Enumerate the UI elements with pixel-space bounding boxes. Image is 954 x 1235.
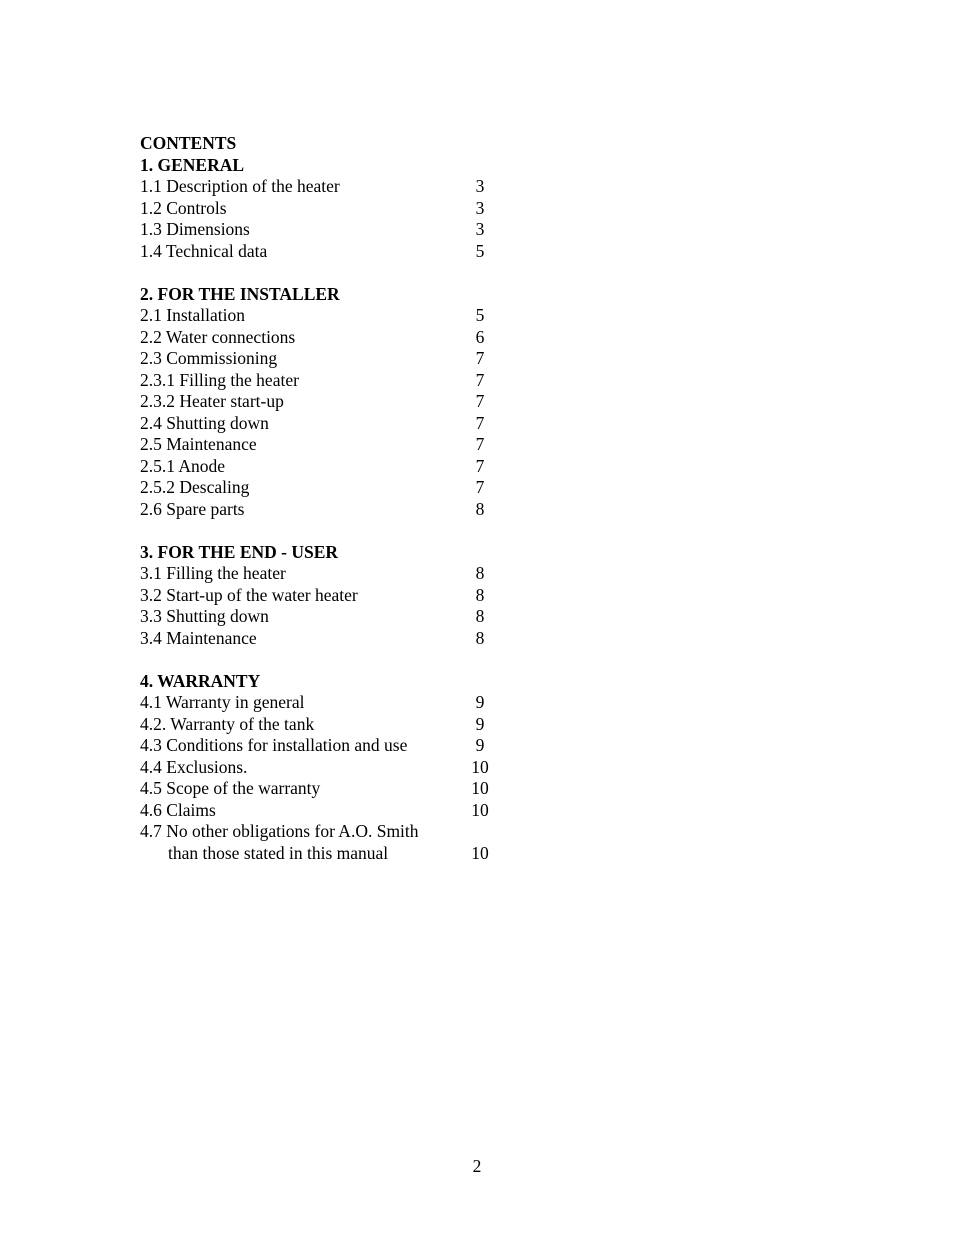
toc-entry-page: 5 [475,240,485,261]
toc-entry-label: 2.5.2 Descaling [140,477,250,497]
toc-entry-page: 7 [475,477,485,497]
toc-entry-label: 2.5.1 Anode [140,455,226,476]
toc-entry-label: 4.7 No other obligations for A.O. Smith [140,821,419,841]
toc-entry-label: 3.2 Start-up of the water heater [140,584,358,605]
toc-entry-page: 8 [475,498,485,519]
toc-entry-label: 2.4 Shutting down [140,412,269,433]
section-spacer [140,520,520,542]
toc-entry-label: 4.1 Warranty in general [140,692,305,712]
toc-entry-label: 1.3 Dimensions [140,219,250,239]
toc-entry [140,241,520,263]
table-of-contents [140,133,520,864]
toc-entry [140,628,520,650]
toc-entry [140,305,520,327]
toc-entry-page: 8 [475,563,485,583]
toc-entry-page: 7 [475,348,485,368]
toc-entry [140,456,520,478]
toc-entry [140,348,520,370]
toc-entry-page: 8 [475,627,485,648]
toc-entry [140,434,520,456]
toc-entry-page: 8 [475,606,485,626]
toc-entry-page: 10 [471,778,489,798]
toc-entry [140,219,520,241]
toc-entry [140,499,520,521]
toc-entry-label: 3.1 Filling the heater [140,563,286,583]
toc-entry [140,821,520,843]
toc-entry [140,413,520,435]
toc-entry-page: 9 [475,735,485,755]
toc-entry-page: 6 [475,326,485,347]
toc-entry-page: 7 [475,455,485,476]
section-spacer [140,262,520,284]
toc-entry-page: 10 [471,842,489,863]
section-heading-warranty: 4. WARRANTY [140,670,261,691]
toc-entry-label: 2.1 Installation [140,305,245,325]
toc-entry-label: 2.5 Maintenance [140,434,257,454]
toc-entry-page: 9 [475,713,485,734]
toc-entry-label: 2.3.2 Heater start-up [140,391,284,411]
toc-entry-page: 3 [475,176,485,196]
section-heading-end-user: 3. FOR THE END - USER [140,541,339,562]
toc-entry [140,198,520,220]
toc-entry-label: 2.2 Water connections [140,326,296,347]
toc-entry-page: 7 [475,369,485,390]
toc-entry-label: 2.3.1 Filling the heater [140,369,299,390]
contents-title: CONTENTS [140,133,237,153]
toc-entry [140,757,520,779]
toc-entry-label: 4.6 Claims [140,799,216,820]
toc-entry-label: 1.1 Description of the heater [140,176,340,196]
toc-entry [140,800,520,822]
toc-entry [140,778,520,800]
toc-entry-label: 4.5 Scope of the warranty [140,778,321,798]
toc-entry [140,327,520,349]
toc-entry-continuation [140,843,520,865]
toc-entry [140,692,520,714]
toc-entry-label: 1.2 Controls [140,197,227,218]
toc-entry-page: 10 [471,756,489,777]
toc-entry-label: 3.4 Maintenance [140,627,257,648]
toc-entry-page: 5 [475,305,485,325]
toc-entry-page: 7 [475,412,485,433]
toc-entry-label: 4.3 Conditions for installation and use [140,735,408,755]
toc-entry [140,391,520,413]
toc-entry-label: 2.6 Spare parts [140,498,245,519]
toc-entry-label: than those stated in this manual [168,842,389,863]
toc-entry-page: 9 [475,692,485,712]
toc-entry-label: 2.3 Commissioning [140,348,278,368]
toc-entry [140,370,520,392]
section-spacer [140,649,520,671]
toc-entry-label: 1.4 Technical data [140,240,268,261]
toc-entry-page: 3 [475,219,485,239]
toc-entry-page: 3 [475,197,485,218]
toc-entry [140,477,520,499]
toc-entry [140,585,520,607]
toc-entry [140,606,520,628]
toc-entry-page: 10 [471,799,489,820]
page-number: 2 [472,1156,482,1176]
toc-entry [140,714,520,736]
toc-entry-label: 3.3 Shutting down [140,606,269,626]
toc-entry-page: 7 [475,391,485,411]
toc-entry-label: 4.4 Exclusions. [140,756,248,777]
section-heading-general: 1. GENERAL [140,154,245,175]
toc-entry [140,735,520,757]
toc-entry [140,563,520,585]
toc-entry [140,176,520,198]
toc-entry-page: 8 [475,584,485,605]
toc-entry-page: 7 [475,434,485,454]
toc-entry-label: 4.2. Warranty of the tank [140,713,315,734]
section-heading-installer: 2. FOR THE INSTALLER [140,283,340,304]
